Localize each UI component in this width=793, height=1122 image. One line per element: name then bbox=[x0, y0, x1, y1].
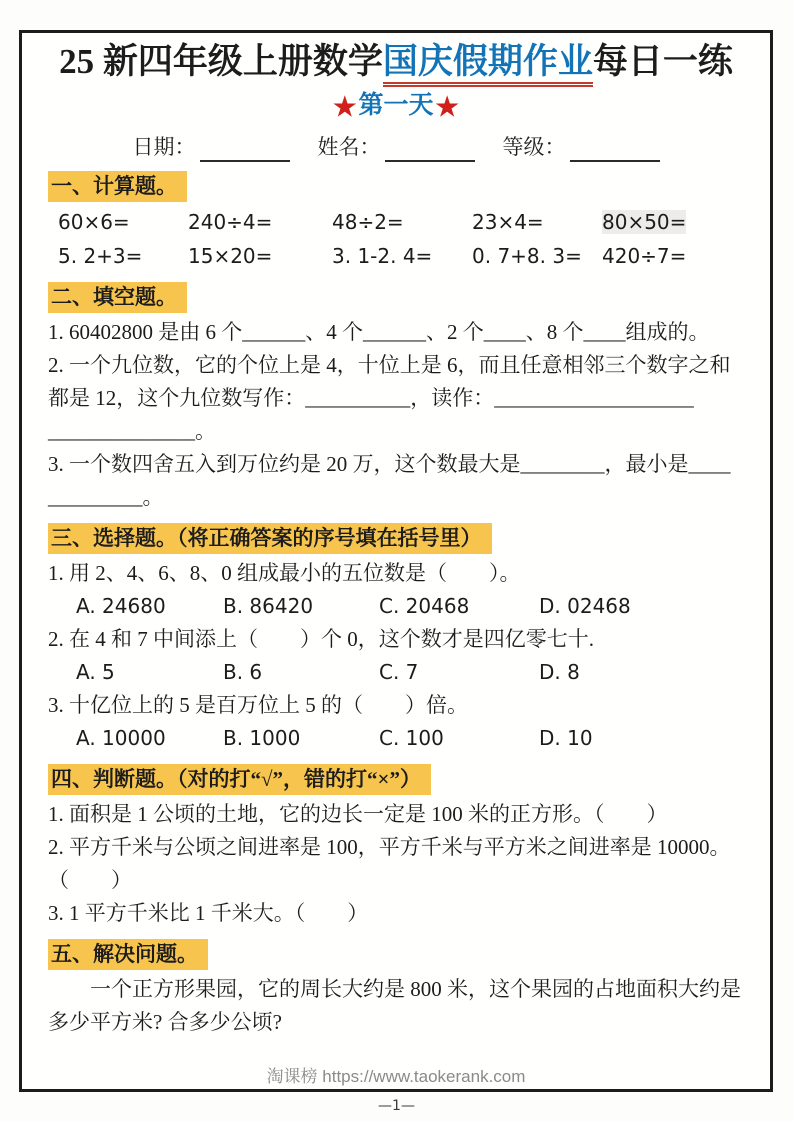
day-banner bbox=[48, 89, 744, 124]
options-row bbox=[48, 722, 744, 755]
section-heading-fill: 二、填空题。 bbox=[48, 282, 187, 313]
question-line: 3. 一个数四舍五入到万位约是 20 万，这个数最大是________，最小是____ bbox=[48, 452, 731, 477]
choice-option: B. 1000 bbox=[223, 726, 301, 751]
calc-expression: 23×4= bbox=[472, 210, 544, 235]
name-blank bbox=[385, 136, 475, 162]
section-calc bbox=[48, 171, 744, 202]
choice-option: D. 8 bbox=[539, 660, 580, 685]
calc-row bbox=[48, 205, 744, 239]
question-line: 一个正方形果园，它的周长大约是 800 米，这个果园的占地面积大约是 bbox=[90, 977, 741, 1002]
choice-option: A. 24680 bbox=[76, 594, 166, 619]
question-line: 2. 在 4 和 7 中间添上（ ）个 0，这个数才是四亿零七十. bbox=[48, 627, 594, 652]
section-judge bbox=[48, 764, 744, 795]
name-label: 姓名： bbox=[317, 135, 381, 160]
date-label: 日期： bbox=[132, 135, 196, 160]
footer-site-url: 淘课榜 https://www.taokerank.com bbox=[266, 1067, 526, 1086]
section-heading-solve: 五、解决问题。 bbox=[48, 939, 208, 970]
section-heading-calc: 一、计算题。 bbox=[48, 171, 187, 202]
date-field bbox=[133, 132, 290, 162]
choice-option: A. 10000 bbox=[76, 726, 166, 751]
calc-expression: 48÷2= bbox=[332, 210, 404, 235]
calc-expression: 60×6= bbox=[58, 210, 130, 235]
question-line: 2. 一个九位数，它的个位上是 4，十位上是 6，而且任意相邻三个数字之和 bbox=[48, 353, 731, 378]
question-line: 多少平方米? 合多少公顷? bbox=[48, 1010, 282, 1035]
choice-option: A. 5 bbox=[76, 660, 115, 685]
title-highlight: 国庆假期作业 bbox=[383, 42, 593, 87]
day-label: 第一天 bbox=[358, 92, 434, 119]
page-number: —1— bbox=[378, 1098, 415, 1114]
section-solve bbox=[48, 939, 744, 970]
info-row bbox=[48, 132, 744, 162]
question-line: ______________。 bbox=[48, 419, 216, 444]
calc-row bbox=[48, 239, 744, 273]
question-line: 1. 面积是 1 公顷的土地，它的边长一定是 100 米的正方形。（ ） bbox=[48, 802, 668, 827]
question-line: 3. 十亿位上的 5 是百万位上 5 的（ ）倍。 bbox=[48, 693, 468, 718]
section-heading-choice: 三、选择题。（将正确答案的序号填在括号里） bbox=[48, 523, 492, 554]
section-fill bbox=[48, 282, 744, 313]
options-row bbox=[48, 590, 744, 623]
title-prefix: 25 新四年级上册数学 bbox=[59, 42, 383, 81]
question-line: 1. 60402800 是由 6 个______、4 个______、2 个____、8 个____组成的。 bbox=[48, 320, 710, 345]
date-blank bbox=[200, 136, 290, 162]
grade-field bbox=[503, 132, 660, 162]
calc-expression: 80×50= bbox=[602, 210, 687, 235]
options-row bbox=[48, 656, 744, 689]
question-line: 3. 1 平方千米比 1 千米大。（ ） bbox=[48, 901, 369, 926]
page-frame bbox=[19, 30, 773, 1092]
question-line: 1. 用 2、4、6、8、0 组成最小的五位数是（ ）。 bbox=[48, 561, 521, 586]
choice-option: C. 7 bbox=[379, 660, 419, 685]
choice-option: C. 100 bbox=[379, 726, 444, 751]
calc-expression: 240÷4= bbox=[188, 210, 273, 235]
question-line: _________。 bbox=[48, 485, 164, 510]
choice-option: D. 10 bbox=[539, 726, 593, 751]
choice-option: D. 02468 bbox=[539, 594, 631, 619]
worksheet-title bbox=[48, 39, 744, 85]
grade-blank bbox=[570, 136, 660, 162]
calc-expression: 3. 1-2. 4= bbox=[332, 244, 433, 269]
title-suffix: 每日一练 bbox=[592, 42, 733, 81]
choice-option: C. 20468 bbox=[379, 594, 470, 619]
grade-label: 等级： bbox=[502, 135, 566, 160]
section-heading-judge: 四、判断题。（对的打“√”，错的打“×”） bbox=[48, 764, 431, 795]
name-field bbox=[318, 132, 475, 162]
section-choice bbox=[48, 523, 744, 554]
choice-option: B. 6 bbox=[223, 660, 263, 685]
question-line: 都是 12，这个九位数写作：__________，读作：___________________ bbox=[48, 386, 694, 411]
calc-expression: 15×20= bbox=[188, 244, 273, 269]
question-line: （ ） bbox=[48, 868, 132, 893]
calc-expression: 5. 2+3= bbox=[58, 244, 143, 269]
calc-expression: 0. 7+8. 3= bbox=[472, 244, 582, 269]
question-line: 2. 平方千米与公顷之间进率是 100，平方千米与平方米之间进率是 10000。 bbox=[48, 835, 731, 860]
calc-expression: 420÷7= bbox=[602, 244, 687, 269]
star-icon: ★ bbox=[333, 92, 357, 122]
star-icon: ★ bbox=[435, 92, 459, 122]
choice-option: B. 86420 bbox=[223, 594, 314, 619]
